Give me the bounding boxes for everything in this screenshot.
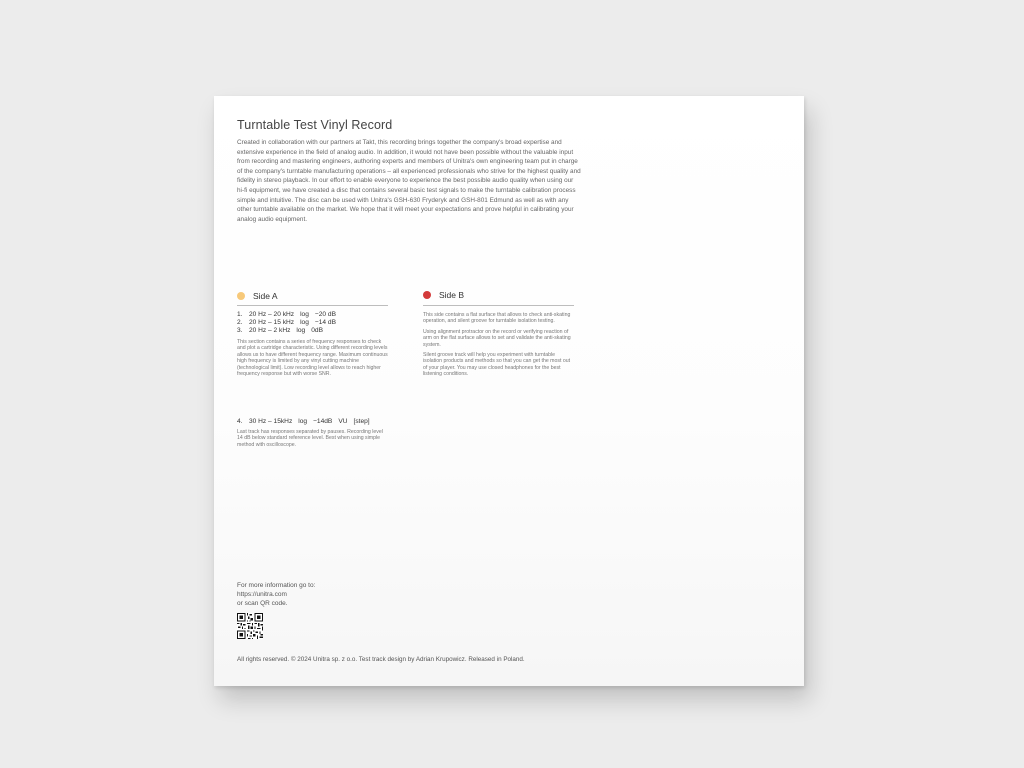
side-b-dot	[423, 291, 431, 299]
side-a-desc-1: This section contains a series of frequency responses to check and plot a cartridge characteristic. Using different recording levels allows us to have different frequency range. Maximum continuous high frequency is limited by any vinyl cutting machine (technological limit). Low recording level allows to reach higher frequency response but with worse SNR.	[237, 339, 388, 378]
track-item	[237, 418, 376, 426]
side-b-desc-2: Using alignment protractor on the record or verifying reaction of arm on the flat surface allows to set and validate the anti-skating system.	[423, 328, 571, 348]
side-b-description	[423, 312, 574, 382]
track-mode: [step]	[353, 418, 370, 425]
side-b-label: Side B	[439, 290, 465, 300]
qr-code-icon	[237, 613, 263, 639]
more-info	[237, 582, 315, 608]
track-number: 2.	[237, 319, 243, 327]
track-range: 20 Hz – 20 kHz	[249, 311, 295, 318]
track-item	[237, 311, 342, 319]
info-line-3: or scan QR code.	[237, 599, 288, 607]
track-item	[237, 319, 342, 327]
track-range: 20 Hz – 2 kHz	[249, 327, 291, 335]
track-number: 1.	[237, 311, 243, 318]
side-a-desc-2: Last track has responses separated by pauses. Recording level 14 dB below standard reference level. Best when using simple method with oscilloscope.	[237, 429, 383, 448]
side-a-heading	[237, 291, 278, 301]
side-b-divider	[423, 305, 574, 306]
track-scale: log	[298, 418, 308, 425]
track-level: −14 dB	[314, 319, 336, 327]
track-level: −20 dB	[314, 311, 336, 318]
track-scale: log	[300, 311, 309, 318]
side-b-desc-3: Silent groove track will help you experiment with turntable isolation products and methods so that you can get the most out of your player. You may use closed headphones for the best listening conditions.	[423, 352, 571, 378]
website-link[interactable]: https://unitra.com	[237, 590, 287, 598]
track-range: 30 Hz – 15kHz	[249, 418, 293, 425]
track-number: 3.	[237, 327, 243, 335]
side-a-dot	[237, 292, 245, 300]
intro-paragraph: Created in collaboration with our partners at Takt, this recording brings together the company's broad expertise and extensive experience in the field of analog audio. In addition, it would not have been possible without the valuable input from recording and mastering engineers, authoring experts and members of Unitra's own engineering team put in charge of the company's turntable manufacturing operations – all experienced professionals who strive for the highest quality and fidelity in stereo playback. In our effort to enable everyone to experience the best possible audio quality when using our hi-fi equipment, we have created a disc that contains several basic test signals to make the turntable calibration process simple and intuitive. The disc can be used with Unitra's GSH-630 Fryderyk and GSH-801 Edmund as well as with any other turntable available on the market. We hope that it will meet your expectations and prove helpful in calibrating your analog audio equipment.	[237, 139, 581, 223]
track-scale: log	[300, 319, 309, 327]
track-number: 4.	[237, 418, 243, 425]
track-item	[237, 327, 342, 335]
side-a-track-4	[237, 418, 376, 426]
track-range: 20 Hz – 15 kHz	[249, 319, 295, 327]
info-line-1: For more information go to:	[237, 582, 316, 589]
side-a-divider	[237, 305, 388, 306]
side-a-tracklist	[237, 311, 342, 336]
side-a-label: Side A	[253, 291, 278, 301]
track-level: 0dB	[311, 327, 323, 335]
side-b-heading	[423, 290, 464, 300]
footer-copyright: All rights reserved. © 2024 Unitra sp. z o.o. Test track design by Adrian Krupowicz. Released in Poland.	[237, 656, 525, 663]
sleeve-title: Turntable Test Vinyl Record	[237, 118, 393, 132]
track-level: −14dB	[313, 418, 333, 425]
track-unit: VU	[338, 418, 348, 425]
side-b-desc-1: This side contains a flat surface that allows to check anti-skating operation, and silent groove for turntable isolation testing.	[423, 312, 571, 325]
side-a-description	[237, 339, 388, 381]
record-sleeve-back	[214, 96, 804, 686]
track-scale: log	[296, 327, 306, 335]
side-a-desc-2-wrap	[237, 429, 388, 452]
